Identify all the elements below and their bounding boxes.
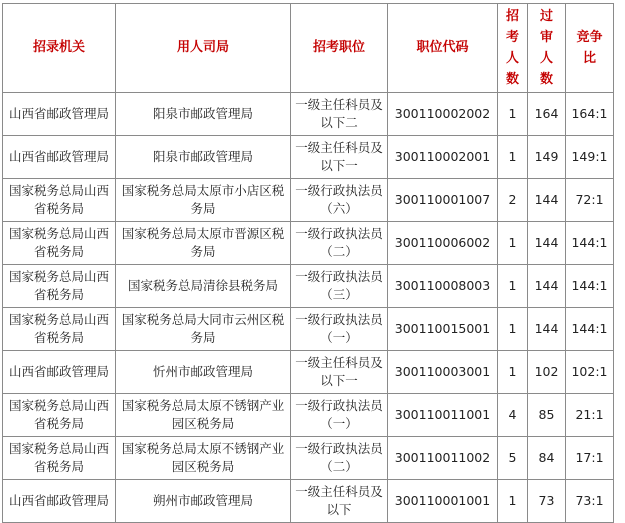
cell-position-code: 300110001007 bbox=[388, 179, 498, 222]
cell-position-code: 300110002002 bbox=[388, 93, 498, 136]
table-row bbox=[3, 351, 614, 394]
cell-position: 一级行政执法员（三） bbox=[291, 265, 388, 308]
cell-recruiting-agency: 国家税务总局山西省税务局 bbox=[3, 394, 116, 437]
cell-competition-ratio: 73:1 bbox=[566, 480, 614, 523]
cell-employing-bureau: 朔州市邮政管理局 bbox=[116, 480, 291, 523]
cell-recruit-count: 5 bbox=[498, 437, 528, 480]
header-row bbox=[3, 4, 614, 93]
cell-recruit-count: 1 bbox=[498, 265, 528, 308]
cell-competition-ratio: 149:1 bbox=[566, 136, 614, 179]
cell-approved-count: 73 bbox=[528, 480, 566, 523]
cell-position: 一级行政执法员（一） bbox=[291, 394, 388, 437]
cell-competition-ratio: 17:1 bbox=[566, 437, 614, 480]
table-row bbox=[3, 222, 614, 265]
cell-position-code: 300110006002 bbox=[388, 222, 498, 265]
cell-approved-count: 149 bbox=[528, 136, 566, 179]
cell-approved-count: 144 bbox=[528, 308, 566, 351]
cell-employing-bureau: 国家税务总局大同市云州区税务局 bbox=[116, 308, 291, 351]
cell-recruit-count: 2 bbox=[498, 179, 528, 222]
cell-position-code: 300110011001 bbox=[388, 394, 498, 437]
cell-position: 一级行政执法员（一） bbox=[291, 308, 388, 351]
table-row bbox=[3, 308, 614, 351]
cell-competition-ratio: 102:1 bbox=[566, 351, 614, 394]
cell-approved-count: 144 bbox=[528, 222, 566, 265]
cell-approved-count: 164 bbox=[528, 93, 566, 136]
cell-recruit-count: 1 bbox=[498, 351, 528, 394]
cell-recruit-count: 4 bbox=[498, 394, 528, 437]
cell-recruiting-agency: 国家税务总局山西省税务局 bbox=[3, 265, 116, 308]
cell-recruiting-agency: 国家税务总局山西省税务局 bbox=[3, 308, 116, 351]
header-employing-bureau: 用人司局 bbox=[116, 4, 291, 93]
cell-recruiting-agency: 国家税务总局山西省税务局 bbox=[3, 222, 116, 265]
cell-position-code: 300110015001 bbox=[388, 308, 498, 351]
cell-recruit-count: 1 bbox=[498, 93, 528, 136]
cell-position: 一级主任科员及以下 bbox=[291, 480, 388, 523]
cell-competition-ratio: 144:1 bbox=[566, 308, 614, 351]
cell-employing-bureau: 国家税务总局太原不锈钢产业园区税务局 bbox=[116, 394, 291, 437]
cell-position-code: 300110008003 bbox=[388, 265, 498, 308]
cell-approved-count: 144 bbox=[528, 179, 566, 222]
cell-position: 一级行政执法员（二） bbox=[291, 437, 388, 480]
table-row bbox=[3, 437, 614, 480]
cell-competition-ratio: 164:1 bbox=[566, 93, 614, 136]
cell-position: 一级行政执法员（六） bbox=[291, 179, 388, 222]
cell-employing-bureau: 国家税务总局太原市晋源区税务局 bbox=[116, 222, 291, 265]
cell-position: 一级主任科员及以下一 bbox=[291, 136, 388, 179]
cell-competition-ratio: 21:1 bbox=[566, 394, 614, 437]
table-row bbox=[3, 136, 614, 179]
cell-approved-count: 84 bbox=[528, 437, 566, 480]
cell-competition-ratio: 72:1 bbox=[566, 179, 614, 222]
header-approved-count: 过审人数 bbox=[528, 4, 566, 93]
table-row bbox=[3, 480, 614, 523]
cell-position: 一级主任科员及以下二 bbox=[291, 93, 388, 136]
header-competition-ratio: 竞争比 bbox=[566, 4, 614, 93]
cell-competition-ratio: 144:1 bbox=[566, 265, 614, 308]
cell-employing-bureau: 忻州市邮政管理局 bbox=[116, 351, 291, 394]
cell-recruit-count: 1 bbox=[498, 480, 528, 523]
table-row bbox=[3, 394, 614, 437]
cell-recruiting-agency: 山西省邮政管理局 bbox=[3, 136, 116, 179]
cell-competition-ratio: 144:1 bbox=[566, 222, 614, 265]
cell-recruit-count: 1 bbox=[498, 222, 528, 265]
cell-position-code: 300110011002 bbox=[388, 437, 498, 480]
cell-employing-bureau: 国家税务总局太原市小店区税务局 bbox=[116, 179, 291, 222]
cell-recruiting-agency: 山西省邮政管理局 bbox=[3, 93, 116, 136]
cell-approved-count: 144 bbox=[528, 265, 566, 308]
cell-approved-count: 85 bbox=[528, 394, 566, 437]
table-container bbox=[2, 3, 614, 523]
header-recruiting-agency: 招录机关 bbox=[3, 4, 116, 93]
cell-position: 一级行政执法员（二） bbox=[291, 222, 388, 265]
cell-recruiting-agency: 国家税务总局山西省税务局 bbox=[3, 437, 116, 480]
cell-employing-bureau: 国家税务总局太原不锈钢产业园区税务局 bbox=[116, 437, 291, 480]
header-position-code: 职位代码 bbox=[388, 4, 498, 93]
cell-recruiting-agency: 山西省邮政管理局 bbox=[3, 351, 116, 394]
table-row bbox=[3, 179, 614, 222]
cell-position-code: 300110002001 bbox=[388, 136, 498, 179]
header-position: 招考职位 bbox=[291, 4, 388, 93]
cell-recruiting-agency: 山西省邮政管理局 bbox=[3, 480, 116, 523]
header-recruit-count: 招考人数 bbox=[498, 4, 528, 93]
cell-recruit-count: 1 bbox=[498, 136, 528, 179]
cell-recruit-count: 1 bbox=[498, 308, 528, 351]
cell-employing-bureau: 阳泉市邮政管理局 bbox=[116, 93, 291, 136]
cell-employing-bureau: 国家税务总局清徐县税务局 bbox=[116, 265, 291, 308]
cell-position: 一级主任科员及以下一 bbox=[291, 351, 388, 394]
cell-position-code: 300110001001 bbox=[388, 480, 498, 523]
table-row bbox=[3, 93, 614, 136]
cell-approved-count: 102 bbox=[528, 351, 566, 394]
cell-employing-bureau: 阳泉市邮政管理局 bbox=[116, 136, 291, 179]
exam-review-table bbox=[2, 3, 614, 523]
cell-position-code: 300110003001 bbox=[388, 351, 498, 394]
cell-recruiting-agency: 国家税务总局山西省税务局 bbox=[3, 179, 116, 222]
table-row bbox=[3, 265, 614, 308]
